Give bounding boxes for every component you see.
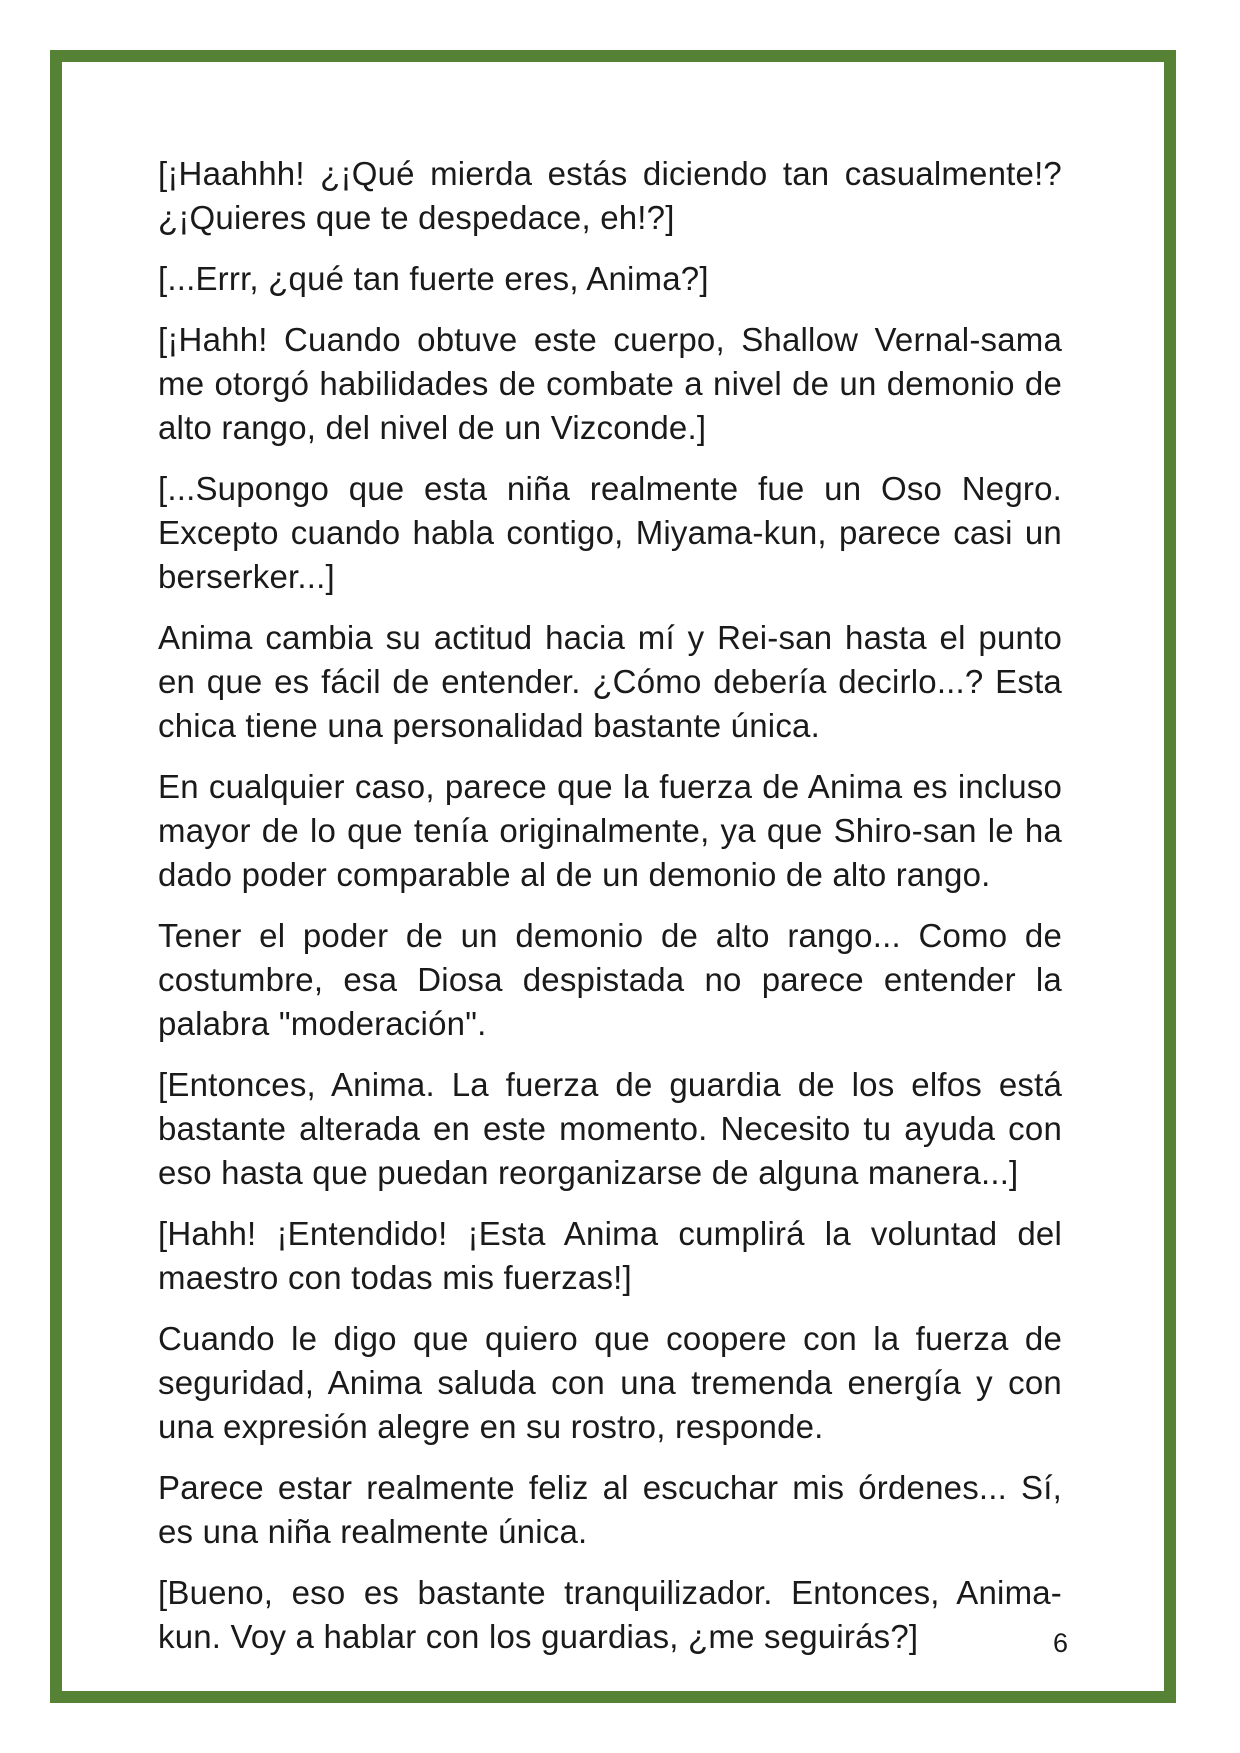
paragraph: Anima cambia su actitud hacia mí y Rei-san hasta el punto en que es fácil de entender. ¿Cómo debería decirlo...? Esta chica tiene una personalidad bastante única. [158, 619, 1062, 744]
paragraph: Cuando le digo que quiero que coopere con la fuerza de seguridad, Anima saluda con una tremenda energía y con una expresión alegre en su rostro, responde. [158, 1320, 1062, 1445]
page-number: 6 [1052, 1628, 1068, 1658]
paragraph: [...Supongo que esta niña realmente fue un Oso Negro. Excepto cuando habla contigo, Miyama-kun, parece casi un berserker...] [158, 470, 1062, 595]
paragraph: [Hahh! ¡Entendido! ¡Esta Anima cumplirá la voluntad del maestro con todas mis fuerzas!] [158, 1215, 1062, 1296]
text-column [62, 62, 1164, 1676]
paragraph: En cualquier caso, parece que la fuerza de Anima es incluso mayor de lo que tenía originalmente, ya que Shiro-san le ha dado poder comparable al de un demonio de alto rango. [158, 768, 1062, 893]
page-border-frame [50, 50, 1176, 1703]
paragraph: [Bueno, eso es bastante tranquilizador. Entonces, Anima-kun. Voy a hablar con los guardias, ¿me seguirás?] [158, 1574, 1062, 1655]
paragraph: [¡Haahhh! ¿¡Qué mierda estás diciendo tan casualmente!? ¿¡Quieres que te despedace, eh!?] [158, 155, 1062, 236]
paragraph: Parece estar realmente feliz al escuchar mis órdenes... Sí, es una niña realmente única. [158, 1469, 1062, 1550]
paragraph: [¡Hahh! Cuando obtuve este cuerpo, Shallow Vernal-sama me otorgó habilidades de combate a nivel de un demonio de alto rango, del nivel de un Vizconde.] [158, 321, 1062, 446]
paragraph: [Entonces, Anima. La fuerza de guardia de los elfos está bastante alterada en este momento. Necesito tu ayuda con eso hasta que puedan reorganizarse de alguna manera...] [158, 1066, 1062, 1191]
paragraph: Tener el poder de un demonio de alto rango... Como de costumbre, esa Diosa despistada no parece entender la palabra "moderación". [158, 917, 1062, 1042]
paragraph: [...Errr, ¿qué tan fuerte eres, Anima?] [158, 260, 709, 297]
